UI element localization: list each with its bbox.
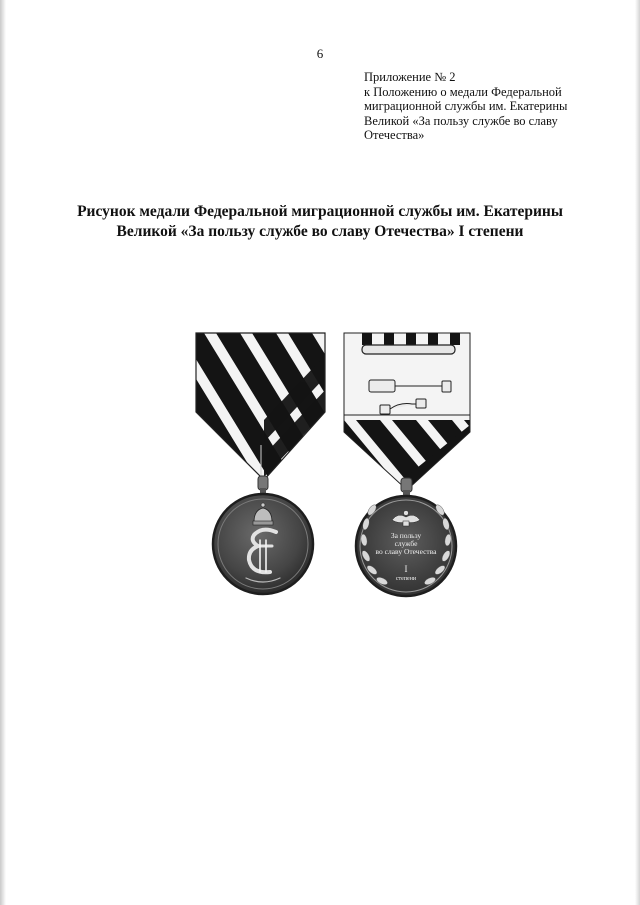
title-line: Великой «За пользу службе во славу Отечества» I степени	[116, 223, 524, 240]
appendix-line: Приложение № 2	[364, 70, 456, 84]
page-number: 6	[316, 46, 324, 61]
inscription-line: во славу Отечества	[375, 547, 437, 556]
ribbon-right-lower	[284, 410, 546, 500]
appendix-line: Отечества»	[364, 128, 425, 142]
inscription-line: За пользу	[390, 531, 422, 540]
degree-numeral: I	[404, 564, 408, 574]
title-line: Рисунок медали Федеральной миграционной службы им. Екатерины	[77, 203, 563, 220]
degree-label: степени	[395, 576, 417, 582]
inscription-line: службе	[394, 539, 418, 548]
appendix-line: Великой «За пользу службе во славу	[364, 113, 558, 128]
appendix-line: к Положению о медали Федеральной	[364, 84, 562, 99]
appendix-line: миграционной службы им. Екатерины	[364, 99, 568, 113]
hanger-bar	[362, 345, 455, 354]
